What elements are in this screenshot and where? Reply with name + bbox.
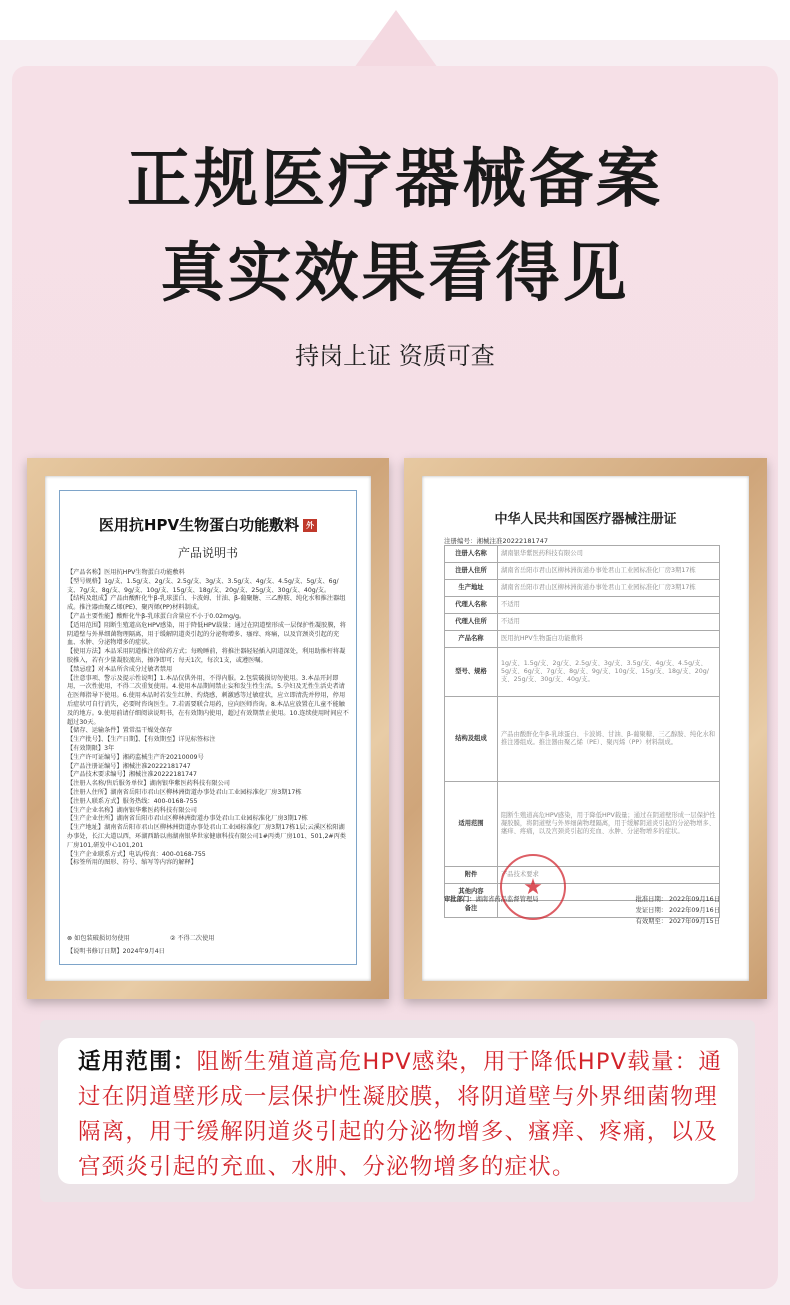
certificate-row <box>445 867 720 884</box>
certificate-row-label: 代理人名称 <box>445 597 498 614</box>
leaflet-revision-date: 【说明书修订日期】2024年9月4日 <box>67 948 165 955</box>
leaflet-line: 【产品注册证编号】湘械注准20222181747 <box>67 762 191 770</box>
top-notch-decoration <box>354 10 438 68</box>
leaflet-line: 【注册人住所】湖南省岳阳市君山区柳林洲街道办事处君山工业园标准化厂房3期17栋 <box>67 788 302 796</box>
leaflet-line: 【生产企业名称】湖南银华紫医药科技有限公司 <box>67 806 197 814</box>
certificate-row-label: 附件 <box>445 867 498 884</box>
leaflet-line: 【禁忌症】对本品所含成分过敏者禁用 <box>67 665 173 673</box>
certificate-row-label: 生产地址 <box>445 580 498 597</box>
certificate-row-value: 湖南省岳阳市君山区柳林洲街道办事处君山工业园标准化厂房3期17栋 <box>498 580 720 597</box>
certificate-footer <box>444 894 720 927</box>
leaflet-line: 【适用范围】阻断生殖道高危HPV感染，用于降低HPV载量；通过在阴道壁形成一层保护性凝胶膜，将阴道壁与外界细菌物理隔离，用于缓解阴道炎引起的分泌物增多、瘙痒、疼痛，以及宫颈炎引起的充血、水肿、分泌物增多的症状。 <box>67 621 346 647</box>
certificate-frame <box>404 458 767 999</box>
leaflet-line: 【生产批号】、【生产日期】、【有效期至】详见标签标注 <box>67 736 216 744</box>
certificate-row <box>445 546 720 563</box>
leaflet-line: 【生产许可证编号】湘药监械生产许20210009号 <box>67 753 204 761</box>
certificate-row <box>445 697 720 782</box>
leaflet-line: 【产品技术要求编号】湘械注准20222181747 <box>67 771 197 779</box>
leaflet-line: 【型号规格】1g/支、1.5g/支、2g/支、2.5g/支、3g/支、3.5g/支、4g/支、4.5g/支、5g/支、6g/支、7g/支、8g/支、9g/支、10g/支、15g/支、18g/支、20g/支、25g/支、30g/支、40g/支。 <box>67 577 339 594</box>
certificate-row-label: 适用范围 <box>445 782 498 867</box>
leaflet-line: 【注册人名称/售后服务单位】湖南银华紫医药科技有限公司 <box>67 780 230 788</box>
scope-text <box>78 1045 728 1185</box>
leaflet-line: 【生产地址】湖南省岳阳市君山区柳林洲街道办事处君山工业园标准化厂房3期17栋1层;云溪区松阳湖办事处，长江大道以西，环湖西路以南湖南银华世家健康科技有限公司1#丙类厂房101、501,2#丙类厂房101,研发中心101,201 <box>67 824 346 849</box>
certificate-row-label: 结构及组成 <box>445 697 498 782</box>
leaflet-line: 【储存、运输条件】置常温干燥处保存 <box>67 727 173 735</box>
certificate-row-value: 湖南省岳阳市君山区柳林洲街道办事处君山工业园标准化厂房3期17栋 <box>498 563 720 580</box>
certificate-row-value: 不适用 <box>498 597 720 614</box>
leaflet-subtitle: 产品说明书 <box>177 546 238 560</box>
certificate-row-value: 产品技术要求 <box>498 867 720 884</box>
leaflet-line: 【产品名称】医用抗HPV生物蛋白功能敷料 <box>67 569 185 576</box>
leaflet-line: 【标签所用的图形、符号、缩写等内容的解释】 <box>67 859 197 867</box>
certificate-row-value: 阻断生殖道高危HPV感染，用于降低HPV载量；通过在阴道壁形成一层保护性凝胶膜，将阴道壁与外界细菌物理隔离，用于缓解阴道炎引起的分泌物增多、瘙痒、疼痛，以及宫颈炎引起的充血、水肿、分泌物增多的症状。 <box>498 782 720 867</box>
leaflet-paper <box>45 476 371 981</box>
leaflet-line: 【注册人联系方式】服务热线：400-0168-755 <box>67 797 198 805</box>
leaflet-symbols <box>67 933 350 942</box>
scope-label: 适用范围： <box>78 1049 197 1075</box>
leaflet-frame <box>27 458 389 999</box>
leaflet-line: 【结构及组成】产品由酸酐化牛β-乳球蛋白、卡波姆、甘油、β-葡聚糖、三乙醇胺、纯化水和推注器组成。推注器由聚乙烯(PE)、聚丙烯(PP)材料制成。 <box>67 595 346 612</box>
certificate-row <box>445 614 720 631</box>
approve-date: 批准日期： 2022年09月16日 <box>635 896 720 903</box>
leaflet-line: 【生产企业联系方式】电话/传真：400-0168-755 <box>67 850 206 858</box>
certificate-row <box>445 580 720 597</box>
certificate-row-label: 型号、规格 <box>445 648 498 697</box>
certificate-row <box>445 631 720 648</box>
certificate-row-label: 注册人名称 <box>445 546 498 563</box>
official-seal-icon: ★ <box>500 854 566 920</box>
valid-until-date: 有效期至： 2027年09月15日 <box>635 918 720 925</box>
approval-department: 审批部门：湖南省药品监督管理局 <box>444 896 539 903</box>
certificate-row-value: 产品由酸酐化牛β-乳球蛋白、卡波姆、甘油、β-葡聚糖、三乙醇胺、纯化水和推注器组成。推注器由聚乙烯（PE）、聚丙烯（PP）材料制成。 <box>498 697 720 782</box>
certificate-row-label: 代理人住所 <box>445 614 498 631</box>
no-damaged-package-icon: ⊗ 如包装破损切勿使用 <box>67 935 130 942</box>
certificate-title: 中华人民共和国医疗器械注册证 <box>494 512 677 527</box>
certificate-row <box>445 782 720 867</box>
leaflet-border <box>59 490 357 965</box>
certificate-row <box>445 648 720 697</box>
certificate-table <box>444 545 720 918</box>
certificate-row <box>445 597 720 614</box>
leaflet-line: 【产品主要性能】酸酐化牛β-乳球蛋白含量应不小于0.02mg/g。 <box>67 612 246 620</box>
headline-subtitle: 持岗上证 资质可查 <box>295 342 495 370</box>
certificate-row-label: 产品名称 <box>445 631 498 648</box>
external-use-tag: 外 <box>303 519 317 532</box>
single-use-icon: ② 不得二次使用 <box>169 935 215 942</box>
headline-line2: 真实效果看得见 <box>160 237 630 311</box>
issue-date: 发证日期： 2022年09月16日 <box>635 907 720 914</box>
certificate-number: 注册编号：湘械注准20222181747 <box>444 537 548 545</box>
certificate-row-value: 湖南银华紫医药科技有限公司 <box>498 546 720 563</box>
leaflet-line: 【使用方法】本品采用阴道推注的给药方式；每晚睡前，将推注器轻轻插入阴道深处，利用助推杆将凝胶推入，若有少量凝胶流出，擦净即可；每天1次，每次1支，或遵医嘱。 <box>67 648 346 664</box>
leaflet-line: 【生产企业住所】湖南省岳阳市君山区柳林洲街道办事处君山工业园标准化厂房3期17栋 <box>67 815 308 823</box>
leaflet-title: 医用抗HPV生物蛋白功能敷料 外 <box>60 514 356 535</box>
certificate-row-label: 注册人住所 <box>445 563 498 580</box>
certificate-row-label: 其他内容 <box>445 884 498 901</box>
leaflet-body <box>67 569 350 868</box>
leaflet-line: 【有效期限】3年 <box>67 744 115 752</box>
certificate-row <box>445 563 720 580</box>
certificate-row-value: 医用抗HPV生物蛋白功能敷料 <box>498 631 720 648</box>
leaflet-line: 【注意事项、警示及提示性说明】1.本品仅供外用，不得内服。2.包装破损切勿使用。3.本品开封即用，一次性使用，不得二次重复使用。4.使用本品期间禁止妄和发生性生活。5.孕妇及无性生活史者请在医师指导下使用。6.使用本品时若发生红肿、灼烧感，刺激感等过敏症状，应立即清洗并停用，停用后症状可自行消失，必要时咨询医生。7.若需要联合用药，应向医师咨询。8.本品应放置在儿童不能触及的地方。9.使用前请仔细阅读说明书，在有效期内使用，超过有效期禁止使用。10.连续使用时间应不超过30天。 <box>67 674 349 726</box>
scope-description: 阻断生殖道高危HPV感染，用于降低HPV载量：通过在阴道壁形成一层保护性凝胶膜，将阴道壁与外界细菌物理隔离，用于缓解阴道炎引起的分泌物增多、瘙痒、疼痛，以及宫颈炎引起的充血、水肿、分泌物增多的症状。 <box>78 1049 723 1180</box>
certificate-row-label: 备注 <box>445 901 498 918</box>
certificate-row-value: 1g/支、1.5g/支、2g/支、2.5g/支、3g/支、3.5g/支、4g/支、4.5g/支、5g/支、6g/支、7g/支、8g/支、9g/支、10g/支、15g/支、18g/支、20g/支、25g/支、30g/支、40g/支。 <box>498 648 720 697</box>
headline-line1: 正规医疗器械备案 <box>127 143 663 217</box>
certificate-paper <box>422 476 749 981</box>
certificate-row-value: 不适用 <box>498 614 720 631</box>
